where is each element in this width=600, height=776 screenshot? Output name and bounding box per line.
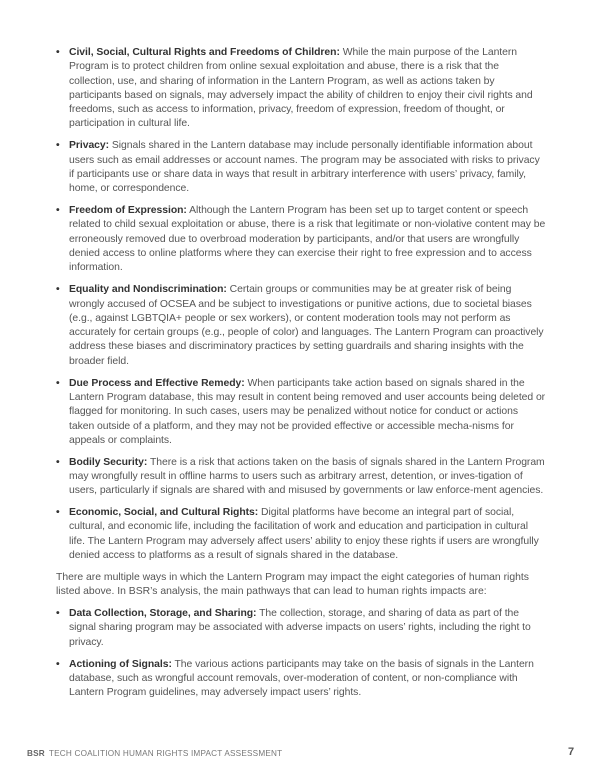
list-item-text: Digital platforms have become an integral part of social, cultural, and economic life, including the facilitation of work and education and participation in cultural life. The Lantern Program may adversely affect users’ ability to enjoy these rights if users are wrongfully denied access to platforms as a result of signals shared in the database. <box>69 507 539 562</box>
bullet-icon: • <box>56 658 60 670</box>
list-item-term: Privacy: <box>69 140 110 152</box>
bullet-icon: • <box>56 284 60 296</box>
page-footer <box>27 749 282 758</box>
list-item-term: Bodily Security: <box>69 456 148 468</box>
list-item <box>56 204 546 275</box>
list-item-term: Equality and Nondiscrimination: <box>69 284 227 296</box>
pathways-list <box>56 607 546 700</box>
list-item-term: Actioning of Signals: <box>69 658 172 670</box>
list-item-term: Economic, Social, and Cultural Rights: <box>69 507 259 519</box>
list-item-term: Freedom of Expression: <box>69 205 187 217</box>
bullet-icon: • <box>56 140 60 152</box>
list-item <box>56 456 546 499</box>
list-item-term: Data Collection, Storage, and Sharing: <box>69 608 257 620</box>
list-item-text: Although the Lantern Program has been set up to target content or speech related to child sexual exploitation or abuse, there is a risk that legitimate or non-violative content may be erroneously removed due to overbroad moderation by participants, and/or that users are wrongfully denied access to online platforms where they can exercise their right to free expression and to access information. <box>69 205 546 274</box>
list-item <box>56 283 546 369</box>
page-content <box>56 46 546 708</box>
bullet-icon: • <box>56 205 60 217</box>
bullet-icon: • <box>56 456 60 468</box>
list-item-term: Civil, Social, Cultural Rights and Freedoms of Children: <box>69 47 340 58</box>
footer-title: TECH COALITION HUMAN RIGHTS IMPACT ASSESSMENT <box>48 749 283 758</box>
list-item-text: When participants take action based on signals shared in the Lantern Program database, this may result in content being removed and user accounts being deleted or flagged for monitoring. In such cases, users may be penalized without notice for conduct or actions taken outside of a platform, and they may not be provided effective or accessible mecha-nisms for appeals or complaints. <box>69 377 546 446</box>
bullet-icon: • <box>56 377 60 389</box>
intro-paragraph: There are multiple ways in which the Lantern Program may impact the eight categories of human rights listed above. In BSR’s analysis, the main pathways that can lead to human rights impacts are: <box>56 571 530 598</box>
page-number: 7 <box>568 746 575 758</box>
list-item-text: There is a risk that actions taken on the basis of signals shared in the Lantern Program may wrongfully result in offline harms to users such as arbitrary arrest, detention, or inves-tigation of users, particularly if signals are shared with and misused by governments or law enforce-ment agencies. <box>69 456 545 497</box>
list-item-text: Signals shared in the Lantern database may include personally identifiable information about users such as email addresses or account names. The program may be associated with risks to privacy if participants use or share data in ways that result in arbitrary interference with users’ privacy, family, home, or correspondence. <box>69 140 540 195</box>
rights-list <box>56 46 546 563</box>
list-item <box>56 46 546 132</box>
list-item <box>56 658 546 701</box>
list-item-term: Due Process and Effective Remedy: <box>69 377 245 389</box>
list-item <box>56 607 546 650</box>
list-item <box>56 139 546 196</box>
list-item-text: Certain groups or communities may be at greater risk of being wrongly accused of OCSEA and be subject to investigations or punitive actions, due to societal biases (e.g., against LGBTQIA+ people or sex workers), or content moderation tools may not perform as accurately for certain groups (e.g., people of color) and languages. The Lantern Program can proactively address these biases and discriminatory practices by setting guardrails and sharing insights with the broader field. <box>69 284 544 367</box>
bullet-icon: • <box>56 507 60 519</box>
list-item-text: The collection, storage, and sharing of data as part of the signal sharing program may be associated with adverse impacts on users’ rights, including the right to privacy. <box>69 608 531 648</box>
list-item <box>56 506 546 563</box>
list-item <box>56 377 546 448</box>
bullet-icon: • <box>56 47 60 58</box>
bullet-icon: • <box>56 608 60 620</box>
list-item-text: The various actions participants may take on the basis of signals in the Lantern database, such as wrongful account removals, over-moderation of content, or non-compliance with Lantern Program guidelines, may adversely impact users’ rights. <box>69 658 534 699</box>
footer-brand: BSR <box>27 749 45 758</box>
list-item-text: While the main purpose of the Lantern Program is to protect children from online sexual exploitation and abuse, there is a risk that the collection, use, and sharing of information in the Lantern Program, as well as actions taken by participants based on signals, may adversely impact the ability of children to enjoy their civil rights and freedoms, such as access to information, privacy, freedom of expression, freedom of thought, or participation in cultural life. <box>69 47 533 130</box>
